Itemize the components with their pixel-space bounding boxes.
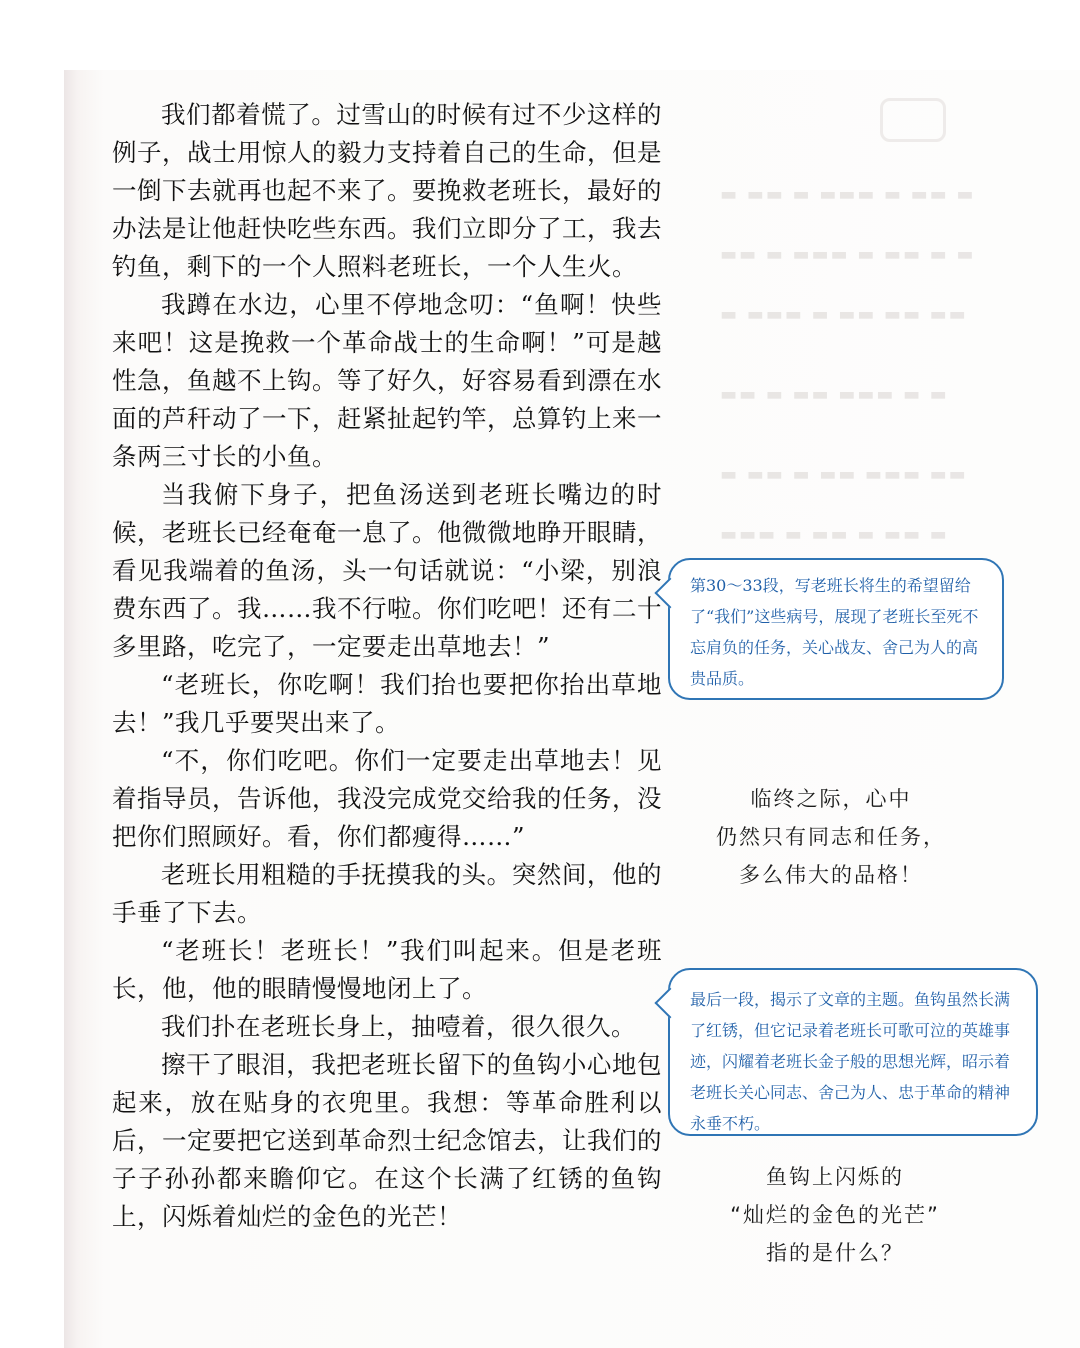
bleed-through-mark xyxy=(880,98,946,142)
paragraph: “老班长！老班长！”我们叫起来。但是老班长，他，他的眼睛慢慢地闭上了。 xyxy=(112,936,662,1003)
paragraph: 我蹲在水边，心里不停地念叨：“鱼啊！快些来吧！这是挽救一个革命战士的生命啊！”可是越性急，鱼越不上钩。等了好久，好容易看到漂在水面的芦秆动了一下，赶紧扯起钓竿，总算钓上来一条两三寸长的小鱼。 xyxy=(112,290,662,471)
paragraph: 擦干了眼泪，我把老班长留下的鱼钩小心地包起来，放在贴身的衣兜里。我想：等革命胜利以后，一定要把它送到革命烈士纪念馆去，让我们的子子孙孙都来瞻仰它。在这个长满了红锈的鱼钩上，闪烁着灿烂的金色的光芒！ xyxy=(112,1050,662,1231)
annotation-bubble xyxy=(668,558,1004,700)
bleed-through-text: ▬▬▬ ▬ ▬▬ ▬ ▬▬ ▬ xyxy=(720,524,949,545)
annotation-text: 第30～33段，写老班长将生的希望留给了“我们”这些病号，展现了老班长至死不忘肩负的任务，关心战友、舍己为人的高贵品质。 xyxy=(690,576,979,688)
margin-question xyxy=(710,1158,960,1272)
bleed-through-text: ▬ ▬▬ ▬ ▬▬▬ ▬ ▬▬ ▬ xyxy=(720,184,976,205)
margin-note-line: 多么伟大的品格！ xyxy=(739,863,923,887)
annotation-bubble xyxy=(668,968,1038,1136)
bleed-through-text: ▬▬ ▬ ▬▬ ▬▬▬ ▬ ▬ xyxy=(720,384,949,405)
paragraph: “老班长，你吃啊！我们抬也要把你抬出草地去！”我几乎要哭出来了。 xyxy=(112,670,662,737)
bleed-through-text: ▬▬ ▬ ▬▬▬ ▬ ▬▬ ▬ ▬ xyxy=(720,244,976,265)
paragraph: 我们都着慌了。过雪山的时候有过不少这样的例子，战士用惊人的毅力支持着自己的生命，但是一倒下去就再也起不来了。要挽救老班长，最好的办法是让他赶快吃些东西。我们立即分了工，我去钓鱼，剩下的一个人照料老班长，一个人生火。 xyxy=(112,100,662,281)
margin-note-line: 临终之际，心中 xyxy=(750,787,912,811)
story-text xyxy=(112,96,662,1236)
bleed-through-text: ▬ ▬▬▬ ▬ ▬▬ ▬▬ ▬▬ xyxy=(720,304,968,325)
margin-question-line: 指的是什么？ xyxy=(766,1241,904,1265)
margin-question-line: “灿烂的金色的光芒” xyxy=(730,1203,940,1227)
paragraph: 老班长用粗糙的手抚摸我的头。突然间，他的手垂了下去。 xyxy=(112,860,662,927)
annotation-text: 最后一段，揭示了文章的主题。鱼钩虽然长满了红锈，但它记录着老班长可歌可泣的英雄事迹，闪耀着老班长金子般的思想光辉，昭示着老班长关心同志、舍己为人、忠于革命的精神永垂不朽。 xyxy=(690,990,1011,1133)
paragraph: 当我俯下身子，把鱼汤送到老班长嘴边的时候，老班长已经奄奄一息了。他微微地睁开眼睛，看见我端着的鱼汤，头一句话就说：“小梁，别浪费东西了。我……我不行啦。你们吃吧！还有二十多里路，吃完了，一定要走出草地去！” xyxy=(112,480,662,661)
margin-question-line: 鱼钩上闪烁的 xyxy=(766,1165,904,1189)
margin-note xyxy=(706,780,956,894)
margin-note-line: 仍然只有同志和任务， xyxy=(716,825,946,849)
paragraph: “不，你们吃吧。你们一定要走出草地去！见着指导员，告诉他，我没完成党交给我的任务，没把你们照顾好。看，你们都瘦得……” xyxy=(112,746,662,851)
paragraph: 我们扑在老班长身上，抽噎着，很久很久。 xyxy=(161,1012,636,1041)
bleed-through-text: ▬ ▬▬ ▬ ▬▬ ▬▬▬ ▬▬ xyxy=(720,464,968,485)
